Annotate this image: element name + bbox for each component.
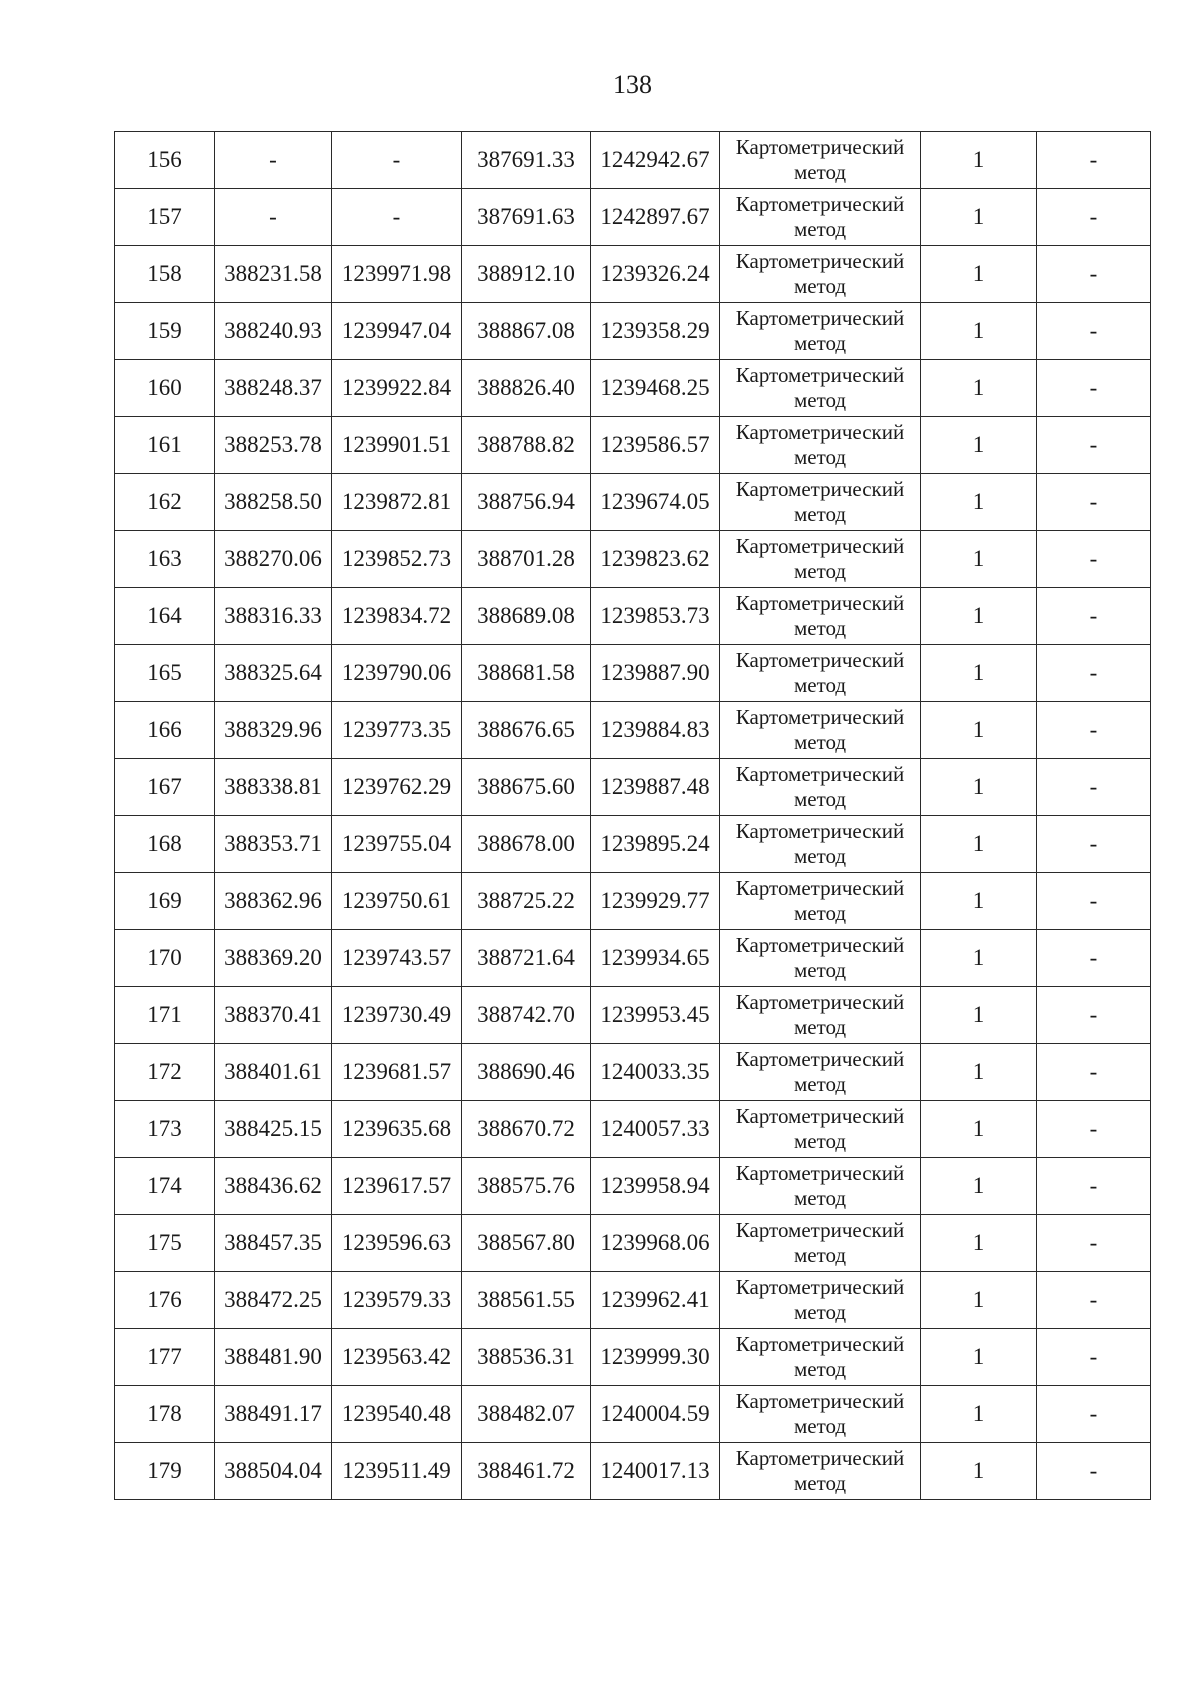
accuracy-cell: 1 [921,645,1037,702]
accuracy-cell: 1 [921,474,1037,531]
new-x-cell: 388575.76 [462,1158,591,1215]
table-row [115,132,1151,189]
method-cell: Картометрический метод [720,759,921,816]
accuracy-cell: 1 [921,303,1037,360]
old-y-cell: 1239762.29 [332,759,462,816]
table-row [115,645,1151,702]
new-y-cell: 1242942.67 [591,132,720,189]
new-x-cell: 388567.80 [462,1215,591,1272]
new-x-cell: 388826.40 [462,360,591,417]
point-number-cell: 169 [115,873,215,930]
new-y-cell: 1239887.48 [591,759,720,816]
table-row [115,1101,1151,1158]
old-x-cell: 388270.06 [215,531,332,588]
new-y-cell: 1239853.73 [591,588,720,645]
old-x-cell: 388231.58 [215,246,332,303]
new-y-cell: 1240004.59 [591,1386,720,1443]
note-cell: - [1037,1386,1151,1443]
old-y-cell: 1239773.35 [332,702,462,759]
old-x-cell: 388472.25 [215,1272,332,1329]
new-y-cell: 1239674.05 [591,474,720,531]
table-row [115,702,1151,759]
new-x-cell: 388689.08 [462,588,591,645]
method-cell: Картометрический метод [720,303,921,360]
old-x-cell: 388504.04 [215,1443,332,1500]
method-cell: Картометрический метод [720,645,921,702]
method-cell: Картометрический метод [720,588,921,645]
old-x-cell: 388425.15 [215,1101,332,1158]
new-y-cell: 1239468.25 [591,360,720,417]
point-number-cell: 175 [115,1215,215,1272]
note-cell: - [1037,303,1151,360]
old-y-cell: 1239596.63 [332,1215,462,1272]
note-cell: - [1037,816,1151,873]
table-row [115,588,1151,645]
accuracy-cell: 1 [921,1386,1037,1443]
new-y-cell: 1240057.33 [591,1101,720,1158]
accuracy-cell: 1 [921,132,1037,189]
point-number-cell: 165 [115,645,215,702]
accuracy-cell: 1 [921,588,1037,645]
old-x-cell: 388370.41 [215,987,332,1044]
old-y-cell: 1239852.73 [332,531,462,588]
accuracy-cell: 1 [921,873,1037,930]
old-x-cell: 388436.62 [215,1158,332,1215]
table-row [115,1215,1151,1272]
new-y-cell: 1239586.57 [591,417,720,474]
table-row [115,360,1151,417]
accuracy-cell: 1 [921,1272,1037,1329]
accuracy-cell: 1 [921,1443,1037,1500]
point-number-cell: 163 [115,531,215,588]
point-number-cell: 158 [115,246,215,303]
new-x-cell: 388690.46 [462,1044,591,1101]
note-cell: - [1037,588,1151,645]
point-number-cell: 164 [115,588,215,645]
new-x-cell: 388676.65 [462,702,591,759]
new-x-cell: 388670.72 [462,1101,591,1158]
old-y-cell: 1239755.04 [332,816,462,873]
method-cell: Картометрический метод [720,1158,921,1215]
table-row [115,1443,1151,1500]
accuracy-cell: 1 [921,1158,1037,1215]
note-cell: - [1037,1215,1151,1272]
old-y-cell: 1239872.81 [332,474,462,531]
accuracy-cell: 1 [921,702,1037,759]
note-cell: - [1037,246,1151,303]
old-x-cell: 388253.78 [215,417,332,474]
table-row [115,474,1151,531]
method-cell: Картометрический метод [720,474,921,531]
point-number-cell: 167 [115,759,215,816]
table-row [115,873,1151,930]
old-x-cell: 388329.96 [215,702,332,759]
accuracy-cell: 1 [921,246,1037,303]
note-cell: - [1037,1329,1151,1386]
point-number-cell: 173 [115,1101,215,1158]
old-x-cell: 388481.90 [215,1329,332,1386]
new-x-cell: 388536.31 [462,1329,591,1386]
old-y-cell: 1239617.57 [332,1158,462,1215]
note-cell: - [1037,1443,1151,1500]
accuracy-cell: 1 [921,1101,1037,1158]
old-x-cell: - [215,132,332,189]
old-y-cell: 1239790.06 [332,645,462,702]
new-y-cell: 1240017.13 [591,1443,720,1500]
table-row [115,417,1151,474]
point-number-cell: 178 [115,1386,215,1443]
point-number-cell: 176 [115,1272,215,1329]
method-cell: Картометрический метод [720,930,921,987]
point-number-cell: 170 [115,930,215,987]
method-cell: Картометрический метод [720,1329,921,1386]
note-cell: - [1037,1044,1151,1101]
method-cell: Картометрический метод [720,1443,921,1500]
new-x-cell: 388675.60 [462,759,591,816]
old-y-cell: - [332,132,462,189]
old-x-cell: 388248.37 [215,360,332,417]
accuracy-cell: 1 [921,360,1037,417]
new-y-cell: 1239823.62 [591,531,720,588]
accuracy-cell: 1 [921,531,1037,588]
old-y-cell: 1239834.72 [332,588,462,645]
new-y-cell: 1240033.35 [591,1044,720,1101]
old-y-cell: 1239511.49 [332,1443,462,1500]
accuracy-cell: 1 [921,1044,1037,1101]
table-row [115,816,1151,873]
old-y-cell: - [332,189,462,246]
accuracy-cell: 1 [921,189,1037,246]
accuracy-cell: 1 [921,930,1037,987]
point-number-cell: 160 [115,360,215,417]
table-row [115,189,1151,246]
note-cell: - [1037,132,1151,189]
new-x-cell: 388788.82 [462,417,591,474]
old-y-cell: 1239563.42 [332,1329,462,1386]
old-y-cell: 1239922.84 [332,360,462,417]
accuracy-cell: 1 [921,987,1037,1044]
table-row [115,930,1151,987]
old-x-cell: 388325.64 [215,645,332,702]
old-x-cell: 388362.96 [215,873,332,930]
note-cell: - [1037,873,1151,930]
old-y-cell: 1239681.57 [332,1044,462,1101]
table-row [115,531,1151,588]
old-x-cell: 388258.50 [215,474,332,531]
table-row [115,246,1151,303]
table-row [115,1272,1151,1329]
old-y-cell: 1239579.33 [332,1272,462,1329]
new-y-cell: 1239326.24 [591,246,720,303]
accuracy-cell: 1 [921,759,1037,816]
method-cell: Картометрический метод [720,1101,921,1158]
coordinates-table [114,131,1151,1500]
method-cell: Картометрический метод [720,702,921,759]
new-x-cell: 388721.64 [462,930,591,987]
new-x-cell: 388701.28 [462,531,591,588]
new-x-cell: 388482.07 [462,1386,591,1443]
old-x-cell: 388240.93 [215,303,332,360]
method-cell: Картометрический метод [720,417,921,474]
note-cell: - [1037,987,1151,1044]
table-row [115,303,1151,360]
method-cell: Картометрический метод [720,531,921,588]
old-x-cell: - [215,189,332,246]
new-y-cell: 1242897.67 [591,189,720,246]
point-number-cell: 172 [115,1044,215,1101]
method-cell: Картометрический метод [720,360,921,417]
old-x-cell: 388338.81 [215,759,332,816]
table-row [115,1158,1151,1215]
method-cell: Картометрический метод [720,132,921,189]
note-cell: - [1037,1101,1151,1158]
accuracy-cell: 1 [921,816,1037,873]
new-x-cell: 388867.08 [462,303,591,360]
new-y-cell: 1239968.06 [591,1215,720,1272]
old-y-cell: 1239743.57 [332,930,462,987]
table-body [115,132,1151,1500]
method-cell: Картометрический метод [720,1215,921,1272]
old-y-cell: 1239750.61 [332,873,462,930]
new-x-cell: 388678.00 [462,816,591,873]
accuracy-cell: 1 [921,1215,1037,1272]
note-cell: - [1037,645,1151,702]
old-x-cell: 388316.33 [215,588,332,645]
new-y-cell: 1239958.94 [591,1158,720,1215]
table-row [115,1386,1151,1443]
old-x-cell: 388353.71 [215,816,332,873]
page-number: 138 [613,70,652,99]
point-number-cell: 159 [115,303,215,360]
accuracy-cell: 1 [921,1329,1037,1386]
method-cell: Картометрический метод [720,873,921,930]
new-y-cell: 1239962.41 [591,1272,720,1329]
note-cell: - [1037,189,1151,246]
new-y-cell: 1239934.65 [591,930,720,987]
note-cell: - [1037,1158,1151,1215]
old-x-cell: 388491.17 [215,1386,332,1443]
table-row [115,1329,1151,1386]
point-number-cell: 174 [115,1158,215,1215]
new-y-cell: 1239895.24 [591,816,720,873]
old-y-cell: 1239901.51 [332,417,462,474]
method-cell: Картометрический метод [720,1386,921,1443]
new-x-cell: 388912.10 [462,246,591,303]
new-x-cell: 388756.94 [462,474,591,531]
table-row [115,1044,1151,1101]
point-number-cell: 162 [115,474,215,531]
old-x-cell: 388369.20 [215,930,332,987]
note-cell: - [1037,930,1151,987]
table-row [115,759,1151,816]
method-cell: Картометрический метод [720,1272,921,1329]
old-y-cell: 1239730.49 [332,987,462,1044]
new-y-cell: 1239884.83 [591,702,720,759]
note-cell: - [1037,759,1151,816]
new-x-cell: 388461.72 [462,1443,591,1500]
new-x-cell: 388725.22 [462,873,591,930]
new-x-cell: 388681.58 [462,645,591,702]
point-number-cell: 166 [115,702,215,759]
new-x-cell: 387691.33 [462,132,591,189]
new-x-cell: 388742.70 [462,987,591,1044]
point-number-cell: 168 [115,816,215,873]
point-number-cell: 156 [115,132,215,189]
note-cell: - [1037,417,1151,474]
old-y-cell: 1239947.04 [332,303,462,360]
old-x-cell: 388401.61 [215,1044,332,1101]
method-cell: Картометрический метод [720,816,921,873]
point-number-cell: 157 [115,189,215,246]
method-cell: Картометрический метод [720,987,921,1044]
new-x-cell: 388561.55 [462,1272,591,1329]
old-y-cell: 1239635.68 [332,1101,462,1158]
note-cell: - [1037,360,1151,417]
point-number-cell: 171 [115,987,215,1044]
point-number-cell: 161 [115,417,215,474]
note-cell: - [1037,1272,1151,1329]
point-number-cell: 179 [115,1443,215,1500]
new-y-cell: 1239929.77 [591,873,720,930]
method-cell: Картометрический метод [720,189,921,246]
new-x-cell: 387691.63 [462,189,591,246]
method-cell: Картометрический метод [720,1044,921,1101]
accuracy-cell: 1 [921,417,1037,474]
note-cell: - [1037,702,1151,759]
old-y-cell: 1239540.48 [332,1386,462,1443]
new-y-cell: 1239953.45 [591,987,720,1044]
old-x-cell: 388457.35 [215,1215,332,1272]
method-cell: Картометрический метод [720,246,921,303]
new-y-cell: 1239999.30 [591,1329,720,1386]
note-cell: - [1037,531,1151,588]
old-y-cell: 1239971.98 [332,246,462,303]
point-number-cell: 177 [115,1329,215,1386]
note-cell: - [1037,474,1151,531]
new-y-cell: 1239887.90 [591,645,720,702]
table-row [115,987,1151,1044]
new-y-cell: 1239358.29 [591,303,720,360]
